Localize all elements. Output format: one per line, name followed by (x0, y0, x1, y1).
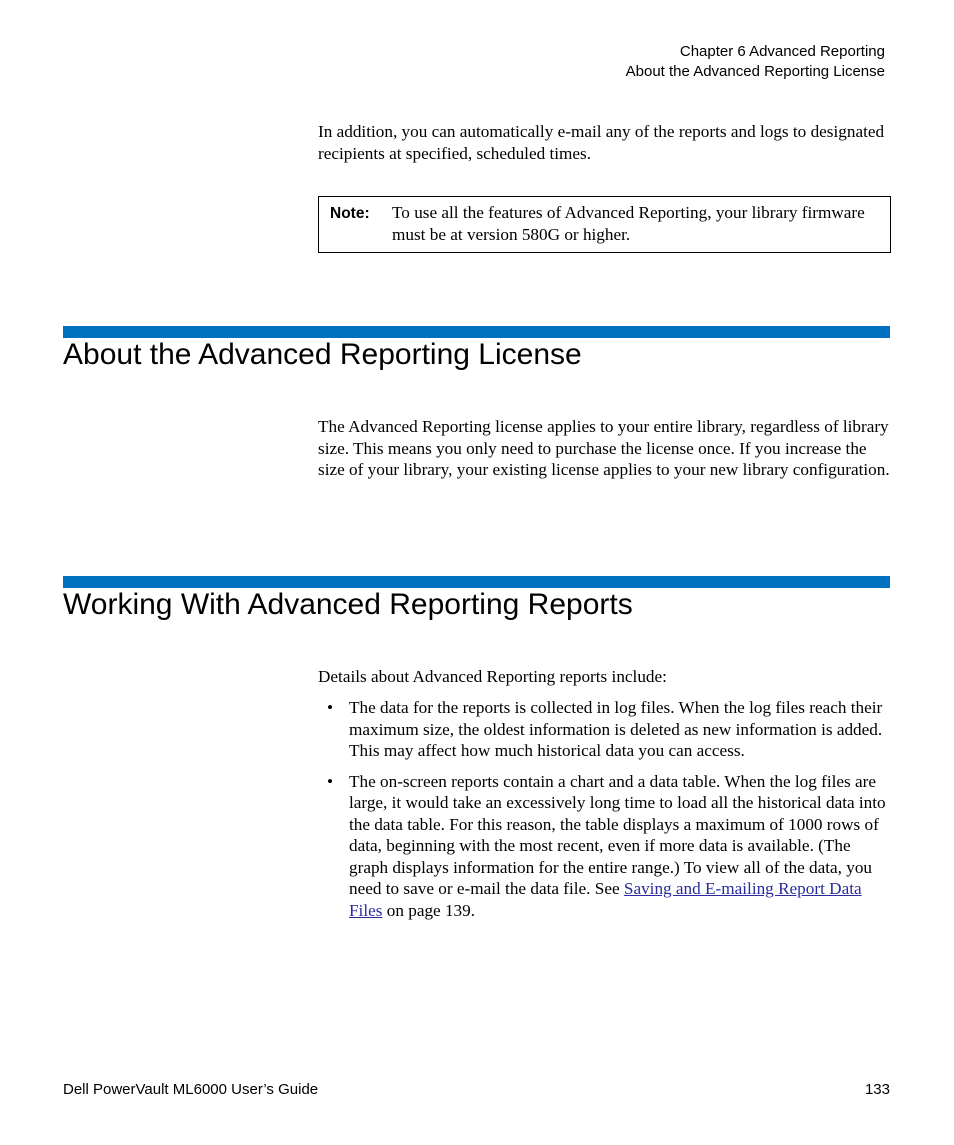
page-number: 133 (864, 1081, 890, 1098)
note-text: To use all the features of Advanced Reporting, your library firmware must be at version 580G or higher. (392, 203, 865, 244)
bullet-marker: • (327, 771, 334, 791)
bullet-text: The data for the reports is collected in log files. When the log files reach their maximum size, the oldest information is deleted as new information is added. This may affect how much historical data you can access. (349, 698, 883, 760)
footer-title: Dell PowerVault ML6000 User’s Guide (63, 1081, 319, 1098)
reports-intro: Details about Advanced Reporting reports include: (318, 667, 667, 686)
intro-paragraph: In addition, you can automatically e-mail any of the reports and logs to designated recipients at specified, scheduled times. (318, 122, 885, 163)
heading-license: About the Advanced Reporting License (63, 338, 582, 371)
note-label: Note: (330, 205, 370, 222)
list-item (318, 771, 890, 922)
bullet-text-suffix: on page 139. (382, 900, 476, 920)
header-section: About the Advanced Reporting License (625, 63, 885, 80)
bullet-text: The on-screen reports contain a chart and a data table. When the log files are large, it would take an excessively long time to load all the historical data into the data table. For this reason, the table displays a maximum of 1000 rows of data, beginning with the most recent, even if more data is available. (The graph displays information for the entire range.) To view all of the data, you need to save or e-mail the data file. See (349, 771, 886, 898)
note-box (318, 196, 891, 253)
reports-bullet-list (318, 697, 890, 930)
heading-reports: Working With Advanced Reporting Reports (63, 588, 633, 621)
header-chapter: Chapter 6 Advanced Reporting (679, 43, 885, 60)
running-header (626, 42, 885, 82)
license-paragraph: The Advanced Reporting license applies to your entire library, regardless of library size. This means you only need to purchase the license once. If you increase the size of your library, your existing license applies to your new library configuration. (318, 417, 890, 479)
saving-report-data-files-link[interactable]: Saving and E-mailing Report Data Files (349, 879, 862, 920)
bullet-marker: • (327, 698, 334, 717)
list-item (318, 697, 890, 762)
